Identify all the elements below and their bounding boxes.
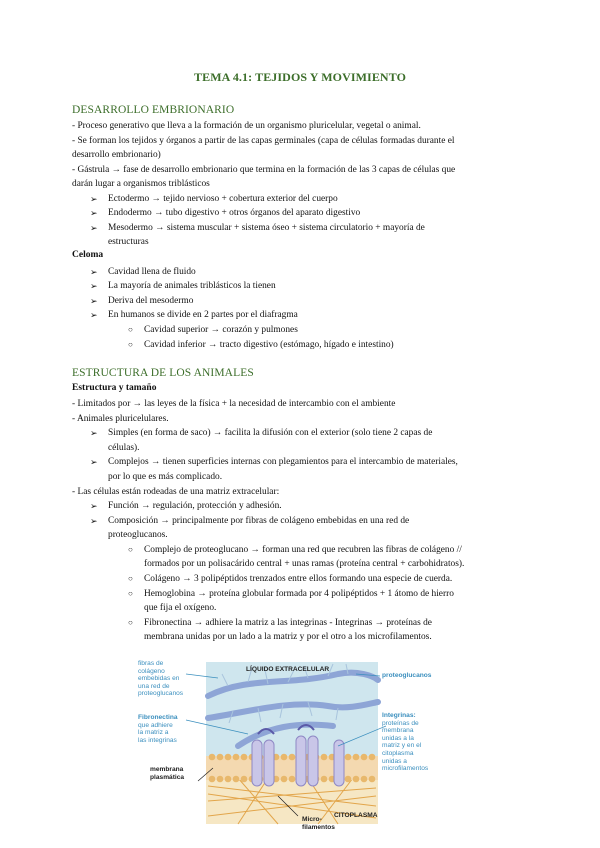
list-item [90,514,530,528]
circle-bullet-icon: ○ [128,618,133,627]
sub-list-item-text: Hemoglobina → proteína globular formada por 4 polipéptidos + 1 átomo de hierro [144,589,454,599]
sub-list-item-text: membrana unidas por un lado a la matriz y por el otro a los microfilamentos. [144,632,432,642]
sub-list-item-text: Cavidad inferior → tracto digestivo (estómago, hígado e intestino) [144,340,394,350]
circle-bullet-icon: ○ [128,325,133,334]
label-proteoglycans: proteoglucanos [382,672,432,679]
sub-list-item [128,572,528,586]
text-line: - Animales pluricelulares. [72,414,169,424]
arrow-bullet-icon: ➢ [90,296,98,306]
arrow-bullet-icon: ➢ [90,310,98,320]
sub-list-item-text: Fibronectina → adhiere la matriz a las integrinas - Integrinas → proteínas de [144,618,432,628]
arrow-bullet-icon: ➢ [90,194,98,204]
text-line: desarrollo embrionario) [72,150,161,160]
list-item-text: Ectodermo → tejido nervioso + cobertura exterior del cuerpo [108,194,338,204]
list-item-continuation [90,470,530,484]
arrow-bullet-icon: ➢ [90,281,98,291]
sub-list-item-continuation [128,601,528,615]
label-plasma-membrane: membrana plasmática [150,766,185,781]
list-item [90,426,530,440]
list-item-text: La mayoría de animales triblásticos la tienen [108,281,276,291]
extracellular-fluid-area [206,662,378,758]
sub-list-item [128,616,528,630]
circle-bullet-icon: ○ [128,545,133,554]
list-item [90,308,530,322]
arrow-bullet-icon: ➢ [90,208,98,218]
sub-list-item-text: Colágeno → 3 polipéptidos trenzados entre ellos formando una especie de cuerda. [144,574,453,584]
label-fibronectin: Fibronectina que adhiere la matriz a las integrinas [138,714,178,744]
arrow-bullet-icon: ➢ [90,516,98,526]
list-item-text: Función → regulación, protección y adhesión. [108,501,282,511]
list-item-continuation [90,235,530,249]
arrow-bullet-icon: ➢ [90,267,98,277]
sub-list-item-text: que fija el oxígeno. [144,603,217,613]
circle-bullet-icon: ○ [128,574,133,583]
list-item-text: Mesodermo → sistema muscular + sistema óseo + sistema circulatorio + mayoría de [108,223,425,233]
sub-list-item-continuation [128,557,528,571]
list-item-text: Cavidad llena de fluido [108,267,196,277]
list-item [90,221,530,235]
text-line: - Las células están rodeadas de una matriz extracelular: [72,487,280,497]
list-item-text: Deriva del mesodermo [108,296,194,306]
circle-bullet-icon: ○ [128,589,133,598]
list-item [90,499,530,513]
list-item [90,206,530,220]
page-title: TEMA 4.1: TEJIDOS Y MOVIMIENTO [193,70,407,84]
list-item-text: Composición → principalmente por fibras de colágeno embebidas en una red de [108,516,410,526]
plasma-membrane [206,754,378,783]
text-line: - Gástrula → fase de desarrollo embrionario que termina en la formación de las 3 capas de células que [72,165,456,175]
list-item-text: Simples (en forma de saco) → facilita la difusión con el exterior (solo tiene 2 capas de [108,428,433,438]
label-extracellular-fluid: LÍQUIDO EXTRACELULAR [246,666,330,673]
label-microfilaments: Micro- filamentos [302,816,335,831]
list-item-text: proteoglucanos. [108,530,168,540]
sub-list-item [128,323,528,337]
sub-list-item-text: Complejo de proteoglucano → forman una red que recubren las fibras de colágeno // [144,545,462,555]
list-item [90,294,530,308]
arrow-bullet-icon: ➢ [90,457,98,467]
circle-bullet-icon: ○ [128,340,133,349]
arrow-bullet-icon: ➢ [90,223,98,233]
list-item [90,279,530,293]
subheading-celoma: Celoma [72,250,104,260]
text-line: - Limitados por → las leyes de la física + la necesidad de intercambio con el ambiente [72,399,396,409]
arrow-bullet-icon: ➢ [90,501,98,511]
text-line: - Se forman los tejidos y órganos a partir de las capas germinales (capa de células formadas durante el [72,136,455,146]
text-line: darán lugar a organismos triblásticos [72,179,210,189]
list-item [90,265,530,279]
sub-list-item-text: formados por un polisacárido central + unas ramas (proteína central + carbohidratos). [144,559,465,569]
sub-list-item [128,587,528,601]
list-item [90,455,530,469]
sub-list-item [128,338,528,352]
list-item-text: Endodermo → tubo digestivo + otros órganos del aparato digestivo [108,208,361,218]
list-item-text: estructuras [108,237,149,247]
list-item-text: Complejos → tienen superficies internas con plegamientos para el intercambio de materiales, [108,457,458,467]
extracellular-matrix-figure [138,656,450,832]
arrow-bullet-icon: ➢ [90,428,98,438]
sub-list-item-continuation [128,630,528,644]
list-item-text: En humanos se divide en 2 partes por el diafragma [108,310,298,320]
sub-list-item-text: Cavidad superior → corazón y pulmones [144,325,298,335]
subheading-estructura-tamano: Estructura y tamaño [72,383,157,393]
label-collagen-fibers: fibras de colágeno embebidas en una red de proteoglucanos [138,660,184,698]
list-item-continuation [90,441,530,455]
section-heading-estructura: ESTRUCTURA DE LOS ANIMALES [72,367,254,379]
label-integrins: Integrinas: proteínas de membrana unidas a la matriz y en el citoplasma unidas a microfilamentos [382,712,429,773]
list-item-text: células). [108,443,140,453]
label-cytoplasm: CITOPLASMA [334,812,378,819]
list-item-continuation [90,528,530,542]
list-item [90,192,530,206]
text-line: - Proceso generativo que lleva a la formación de un organismo pluricelular, vegetal o animal. [72,121,421,131]
section-heading-desarrollo: DESARROLLO EMBRIONARIO [72,104,235,116]
list-item-text: por lo que es más complicado. [108,472,223,482]
sub-list-item [128,543,528,557]
